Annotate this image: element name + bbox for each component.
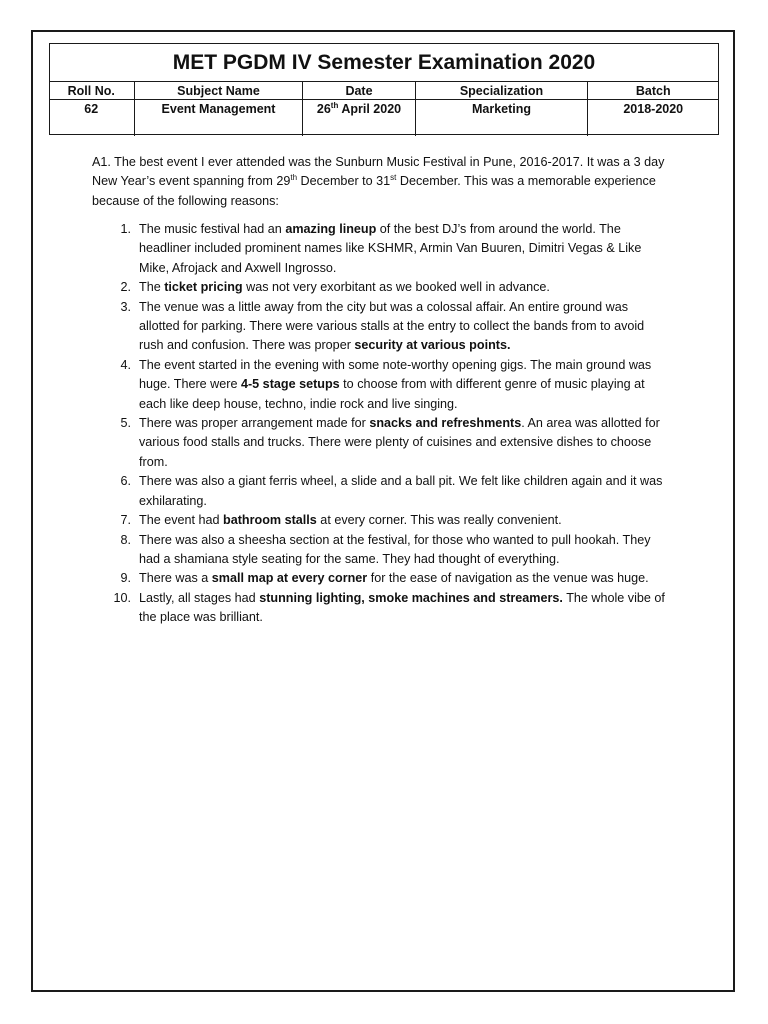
item-text: There was also a giant ferris wheel, a slide and a ball pit. We felt like children again and it was exhilarating.	[139, 474, 663, 508]
item-text-end: The whole vibe of the place was brilliant.	[139, 590, 665, 625]
item-text: There was also a sheesha section at the festival, for those who wanted to pull hookah. They had a shamiana style seating for the same. They had thought of everything.	[139, 532, 651, 566]
list-item	[107, 278, 667, 297]
header-specialization: Specialization	[416, 82, 588, 100]
specialization-value: Marketing	[416, 100, 588, 137]
header-batch: Batch	[588, 82, 719, 100]
item-text: There was a	[139, 571, 212, 586]
item-number: 1.	[120, 222, 131, 236]
reasons-list	[107, 220, 667, 628]
exam-details-table	[49, 81, 719, 136]
item-bold-text: bathroom stalls	[223, 513, 317, 528]
list-item	[107, 589, 667, 628]
table-value-row	[49, 100, 719, 137]
item-bold-text: snacks and refreshments	[369, 416, 522, 431]
item-number: 10.	[113, 590, 131, 605]
list-item	[107, 511, 667, 530]
item-number: 2.	[120, 280, 131, 295]
item-text: Lastly, all stages had	[139, 590, 260, 605]
intro-sup-1: th	[290, 173, 298, 183]
roll-no-value: 62	[49, 100, 135, 137]
list-item	[107, 531, 667, 570]
item-number: 3.	[120, 299, 131, 314]
item-text-end: . An area was allotted for various food stalls and trucks. There were plenty of cuisines and extensive dishes to choose from.	[139, 416, 660, 469]
item-bold-text: small map at every corner	[211, 571, 368, 586]
item-bold-text: 4-5 stage setups	[240, 377, 340, 392]
item-text: The venue was a little away from the city but was a colossal affair. An entire ground was allotted for parking. There were various stalls at the entry to collect the bands from to avoid rush and confusion. There was proper	[139, 299, 645, 353]
item-bold-text: ticket pricing	[164, 280, 243, 295]
date-day: 26	[316, 102, 331, 116]
exam-title: MET PGDM IV Semester Examination 2020	[172, 51, 596, 74]
list-item	[107, 220, 667, 278]
item-number: 6.	[120, 474, 131, 489]
list-item	[107, 472, 667, 511]
table-header-row	[49, 82, 719, 100]
exam-header	[49, 43, 719, 135]
item-bold-text: amazing lineup	[285, 222, 377, 236]
item-text-end: at every corner. This was really convenient.	[316, 513, 562, 528]
item-number: 7.	[120, 513, 131, 528]
item-number: 8.	[120, 532, 131, 547]
list-item	[107, 414, 667, 472]
intro-text-1: A1. The best event I ever attended was the Sunburn Music Festival in Pune, 2016-2017. It was a 3 day New Year’s event spanning from 29	[92, 155, 665, 189]
header-roll-no: Roll No.	[49, 82, 135, 100]
answer-intro	[92, 153, 667, 211]
item-number: 9.	[120, 571, 131, 586]
intro-text-2: December to 31	[297, 174, 391, 189]
list-item	[107, 569, 667, 588]
date-suffix: th	[330, 100, 339, 110]
header-date: Date	[303, 82, 416, 100]
item-text: There was proper arrangement made for	[139, 416, 370, 431]
list-item	[107, 298, 667, 356]
item-text: The music festival had an	[139, 222, 286, 236]
item-bold-text: security at various points.	[354, 338, 511, 353]
header-subject-name: Subject Name	[135, 82, 303, 100]
item-text: The event had	[139, 513, 224, 528]
intro-sup-2: st	[390, 173, 397, 183]
item-text-end: for the ease of navigation as the venue was huge.	[367, 571, 649, 586]
subject-name-value: Event Management	[135, 100, 303, 137]
item-bold-text: stunning lighting, smoke machines and streamers.	[259, 590, 563, 605]
date-rest: April 2020	[338, 102, 402, 116]
item-text: The	[139, 280, 165, 295]
item-number: 4.	[120, 357, 131, 372]
intro-text-3: December. This was a memorable experience because of the following reasons:	[92, 174, 656, 208]
batch-value: 2018-2020	[588, 100, 719, 137]
date-value	[303, 100, 416, 137]
item-number: 5.	[120, 416, 131, 431]
item-text-end: was not very exorbitant as we booked well in advance.	[242, 280, 550, 295]
list-item	[107, 356, 667, 414]
item-text: The event started in the evening with some note-worthy opening gigs. The main ground was huge. There were	[139, 357, 652, 392]
item-text-end: to choose from with different genre of music playing at each like deep house, techno, indie rock and live singing.	[139, 377, 645, 411]
item-text-end: of the best DJ’s from around the world. The headliner included prominent names like KSHMR, Armin Van Buuren, Dimitri Vegas & Like Mike, Afrojack and Axwell Ingrosso.	[139, 222, 642, 275]
